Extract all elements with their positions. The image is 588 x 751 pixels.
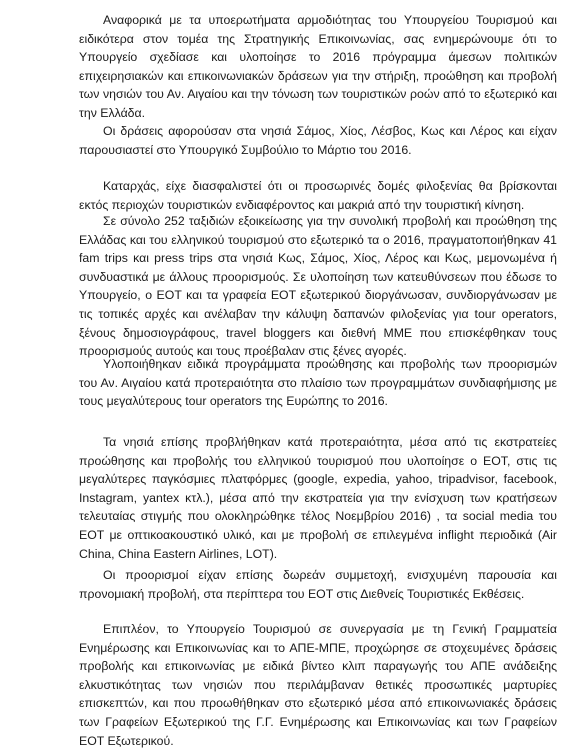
paragraph-fam-trips: Σε σύνολο 252 ταξιδιών εξοικείωσης για την συνολική προβολή και προώθηση της Ελλάδας και του ελληνικού τουρισμού στο εξωτερικό τα ο 2016, πραγματοποιήθηκαν 41 fam trips και press trips στα νησιά Κως, Σάμος, Χίος, Λέρος και Κως, μεμονωμένα ή συνδυαστικά με άλλους προορισμούς. Σε υλοποίηση των κατευθύνσεων που έδωσε το Υπουργείο, ο ΕΟΤ και τα γραφεία ΕΟΤ εξωτερικού διοργάνωσαν, συνδιοργάνωσαν με τις τοπικές αρχές και ανέλαβαν την κάλυψη δαπανών φιλοξενίας για tour operators, ξένους δημοσιογράφους, travel bloggers και διεθνή ΜΜΕ που επισκέφθηκαν τους προορισμούς αυτούς και τους προέβαλαν στις ξένες αγορές.	[79, 214, 557, 359]
paragraph-exhibitions: Οι προορισμοί είχαν επίσης δωρεάν συμμετοχή, ενισχυμένη παρουσία και προνομιακή προβολή, στα περίπτερα του ΕΟΤ στις Διεθνείς Τουριστικές Εκθέσεις.	[79, 568, 557, 601]
paragraph-islands-actions: Οι δράσεις αφορούσαν στα νησιά Σάμος, Χίος, Λέσβος, Κως και Λέρος και είχαν παρουσιαστεί στο Υπουργικό Συμβούλιο το Μάρτιο του 2016.	[79, 124, 557, 157]
paragraph-campaigns: Τα νησιά επίσης προβλήθηκαν κατά προτεραιότητα, μέσα από τις εκστρατείες προώθησης και προβολής του ελληνικού τουρισμού που υλοποίησε ο ΕΟΤ, στις τις μεγαλύτερες παγκόσμιες πλατφόρμες (google, expedia, yahoo, tripadvisor, facebook, Instagram, yantex κτλ.), μέσα από την εκστρατεία για την ενίσχυση των κρατήσεων τελευταίας στιγμής που ολοκληρώθηκε τέλος Νοεμβρίου 2016) , τα social media του ΕΟΤ με οπτικοακουστικό υλικό, και με προβολή σε επιλεγμένα inflight περιοδικά (Air China, China Eastern Airlines, LOT).	[79, 435, 557, 561]
paragraph-tour-operators: Υλοποιήθηκαν ειδικά προγράμματα προώθησης και προβολής των προορισμών του Αν. Αιγαίου κατά προτεραιότητα στο πλαίσιο των προγραμμάτων συνδιαφήμισης με τους μεγαλύτερους tour operators της Ευρώπης το 2016.	[79, 357, 557, 409]
paragraph-strategic-communication: Αναφορικά με τα υποερωτήματα αρμοδιότητας του Υπουργείου Τουρισμού και ειδικότερα στον τομέα της Στρατηγικής Επικοινωνίας, σας ενημερώνουμε ότι το Υπουργείο σχεδίασε και υλοποίησε το 2016 πρόγραμμα άμεσων πολιτικών επιχειρησιακών και επικοινωνιακών δράσεων για την στήριξη, προώθηση και προβολή των νησιών του Αν. Αιγαίου και την τόνωση των τουριστικών ροών από το εξωτερικό και την Ελλάδα.	[79, 13, 557, 120]
paragraph-video-clips: Επιπλέον, το Υπουργείο Τουρισμού σε συνεργασία με τη Γενική Γραμματεία Ενημέρωσης και Επικοινωνίας και το ΑΠΕ-ΜΠΕ, προχώρησε σε στοχευμένες δράσεις προβολής και επικοινωνίας με ειδικά βίντεο κλιπ παραγωγής του ΑΠΕ ανάδειξης ελκυστικότητας των νησιών που περιλάμβαναν θετικές προσωπικές μαρτυρίες επισκεπτών, και που προωθήθηκαν στο εξωτερικό μέσα από επικοινωνιακές δράσεις των Γραφείων Εξωτερικού της Γ.Γ. Ενημέρωσης και Επικοινωνίας και των Γραφείων ΕΟΤ Εξωτερικού.	[79, 622, 557, 748]
paragraph-hosting-structures: Καταρχάς, είχε διασφαλιστεί ότι οι προσωρινές δομές φιλοξενίας θα βρίσκονται εκτός περιοχών τουριστικών ενδιαφέροντος και μακριά από την τουριστική κίνηση.	[79, 179, 557, 212]
